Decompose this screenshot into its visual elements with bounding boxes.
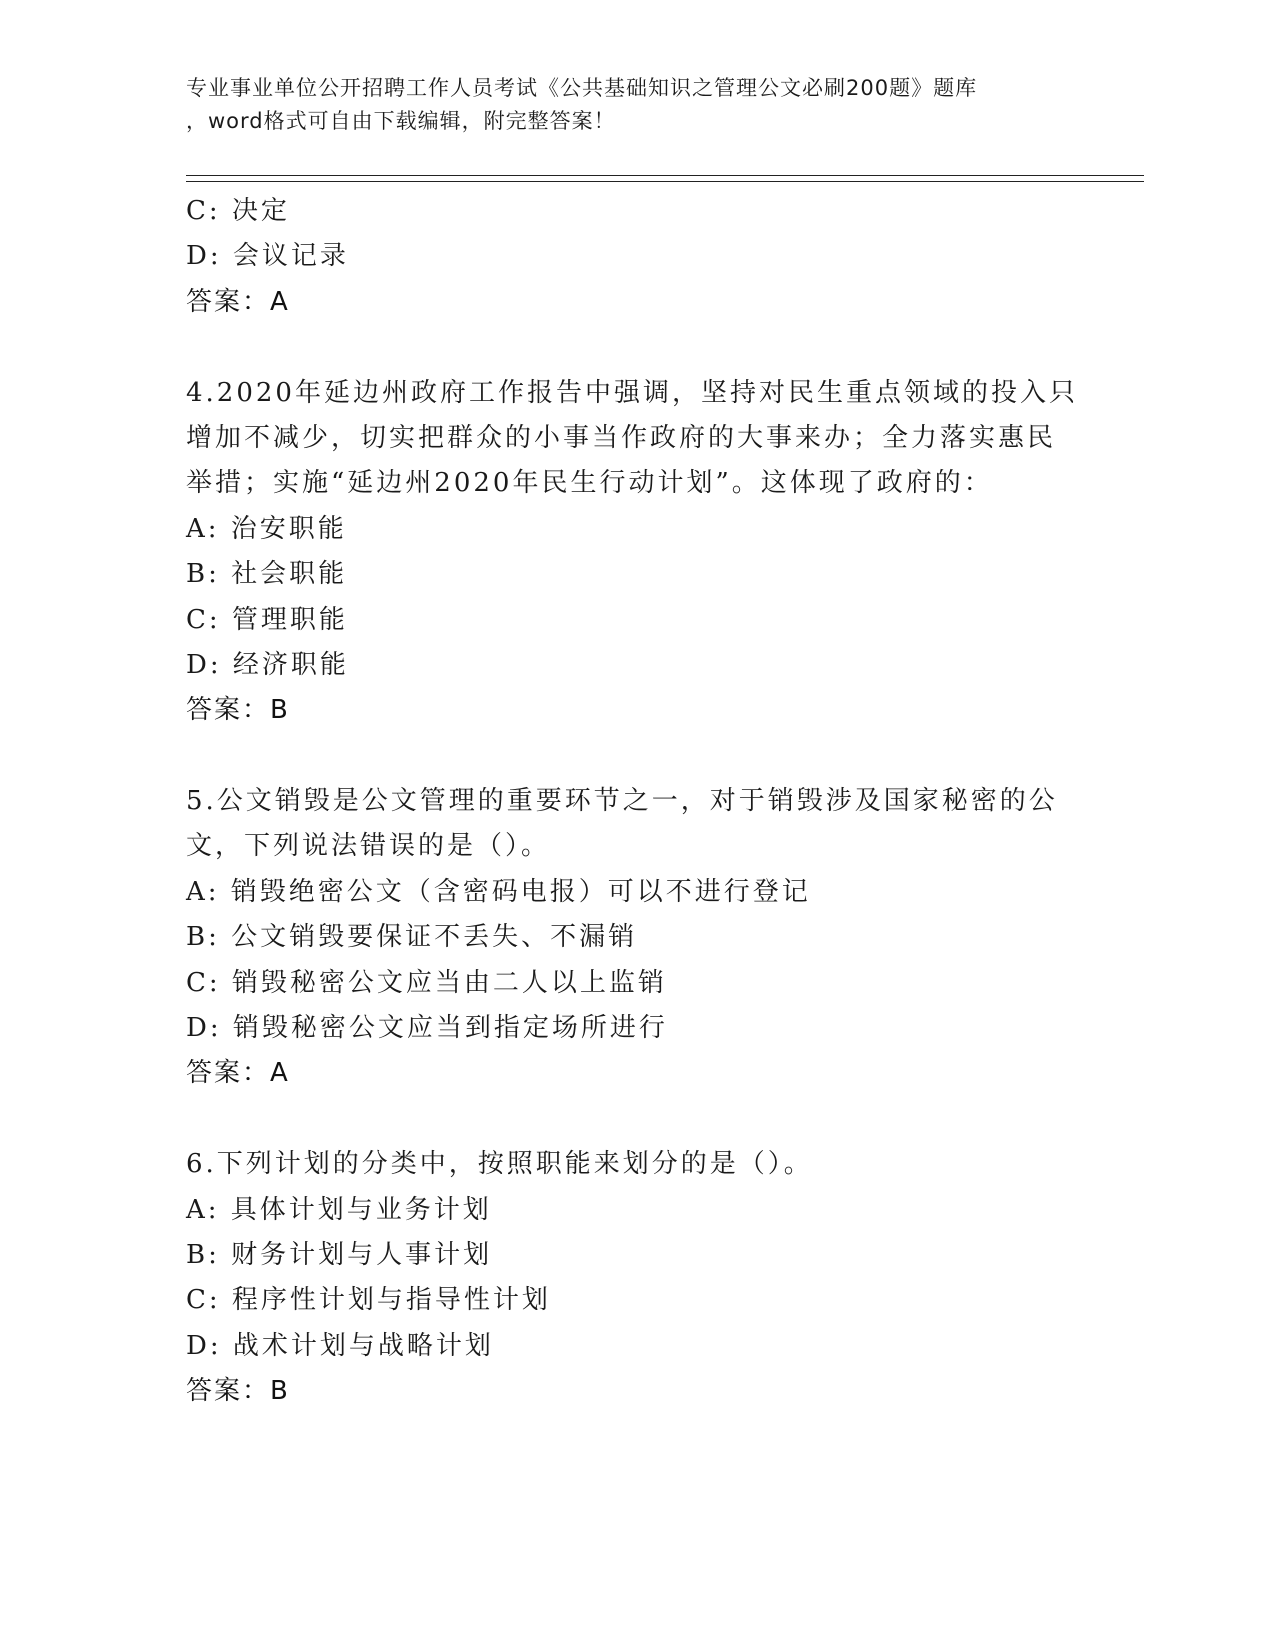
answer: 答案：B (186, 695, 290, 726)
option-d: D: 战术计划与战略计划 (186, 1330, 494, 1361)
option-c: C: 管理职能 (186, 604, 348, 635)
option-c: C: 程序性计划与指导性计划 (186, 1285, 551, 1316)
header-title-line-2: ，word格式可自由下载编辑，附完整答案！ (186, 109, 616, 133)
option-c: C: 决定 (186, 196, 290, 226)
option-a: A: 销毁绝密公文（含密码电报）可以不进行登记 (186, 876, 811, 907)
header-divider-bottom (186, 181, 1144, 182)
page-header (186, 72, 1086, 138)
answer: 答案：B (186, 1376, 290, 1407)
option-a: A: 治安职能 (186, 513, 347, 544)
question-stem: 4.2020年延边州政府工作报告中强调，坚持对民生重点领域的投入只 (186, 377, 1078, 408)
option-d: D: 销毁秘密公文应当到指定场所进行 (186, 1013, 668, 1044)
question-6 (186, 1142, 1086, 1414)
question-3-tail (186, 189, 1086, 325)
spacer (186, 325, 1086, 370)
spacer (186, 1097, 1086, 1142)
option-c: C: 销毁秘密公文应当由二人以上监销 (186, 967, 667, 998)
option-b: B: 社会职能 (186, 559, 348, 590)
question-stem: 6.下列计划的分类中，按照职能来划分的是（）。 (186, 1149, 813, 1180)
option-b: B: 财务计划与人事计划 (186, 1239, 493, 1270)
question-stem: 5.公文销毁是公文管理的重要环节之一，对于销毁涉及国家秘密的公 (186, 786, 1058, 817)
header-title-line-1: 专业事业单位公开招聘工作人员考试《公共基础知识之管理公文必刷200题》题库 (186, 76, 978, 100)
question-stem: 增加不减少，切实把群众的小事当作政府的大事来办；全力落实惠民 (186, 422, 1057, 453)
question-stem: 文，下列说法错误的是（）。 (186, 831, 551, 862)
answer: 答案：A (186, 286, 290, 317)
option-b: B: 公文销毁要保证不丢失、不漏销 (186, 922, 638, 953)
option-d: D: 经济职能 (186, 649, 349, 680)
option-a: A: 具体计划与业务计划 (186, 1194, 492, 1225)
option-d: D: 会议记录 (186, 241, 349, 272)
question-stem: 举措；实施“延边州2020年民生行动计划”。这体现了政府的： (186, 468, 993, 499)
question-5 (186, 779, 1086, 1097)
spacer (186, 734, 1086, 779)
header-divider-top (186, 175, 1144, 176)
answer: 答案：A (186, 1058, 290, 1089)
question-list (186, 189, 1086, 1415)
question-4 (186, 371, 1086, 734)
